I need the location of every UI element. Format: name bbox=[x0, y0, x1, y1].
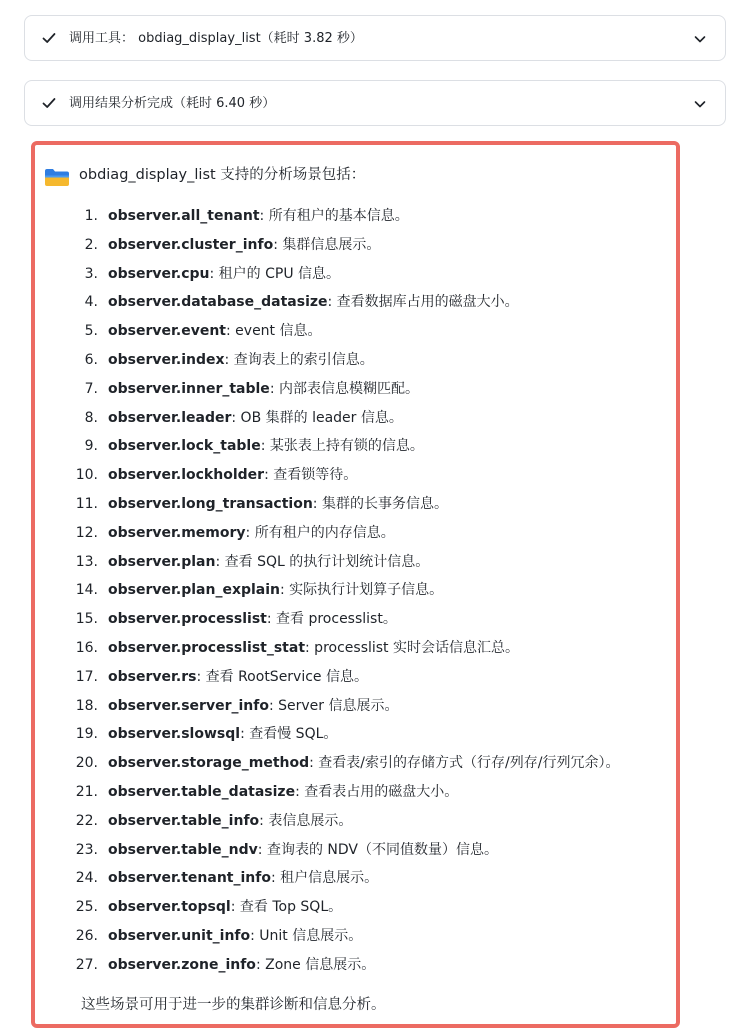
list-item-content bbox=[108, 490, 448, 519]
list-item bbox=[35, 231, 676, 260]
answer-footer: 这些场景可用于进一步的集群诊断和信息分析。 bbox=[81, 997, 386, 1013]
list-item-number: 18. bbox=[75, 697, 98, 714]
list-item-number: 12. bbox=[75, 524, 98, 541]
list-item-number: 17. bbox=[75, 668, 98, 685]
scenario-description: : 内部表信息模糊匹配。 bbox=[269, 380, 419, 397]
scenario-description: : 查看 processlist。 bbox=[266, 611, 397, 628]
list-item bbox=[35, 490, 676, 519]
chevron-down-icon[interactable] bbox=[693, 32, 707, 46]
scenario-name: observer.table_datasize bbox=[108, 783, 296, 800]
chevron-down-icon[interactable] bbox=[693, 97, 707, 111]
scenario-name: observer.table_ndv bbox=[108, 841, 258, 858]
tool-call-title: 调用工具： obdiag_display_list（耗时 3.82 秒） bbox=[69, 31, 363, 46]
list-item-number: 2. bbox=[84, 236, 98, 253]
scenario-name: observer.cpu bbox=[108, 265, 210, 282]
list-item bbox=[35, 893, 676, 922]
list-item-number: 1. bbox=[84, 208, 98, 224]
list-item-content bbox=[108, 864, 378, 893]
list-item bbox=[35, 346, 676, 375]
scenario-name: observer.table_info bbox=[108, 812, 260, 829]
list-item-number: 15. bbox=[75, 611, 98, 628]
list-item-number: 6. bbox=[84, 351, 98, 368]
scenario-name: observer.lock_table bbox=[108, 438, 261, 455]
scenario-name: observer.zone_info bbox=[108, 956, 256, 973]
scenario-description: : 查看 SQL 的执行计划统计信息。 bbox=[215, 553, 430, 570]
list-item bbox=[35, 634, 676, 663]
scenario-name: observer.lockholder bbox=[108, 467, 265, 484]
scenario-name: observer.storage_method bbox=[108, 755, 310, 772]
tool-call-card[interactable] bbox=[24, 15, 726, 61]
scenario-description: : 表信息展示。 bbox=[259, 812, 353, 829]
list-item bbox=[35, 720, 676, 749]
list-item-content bbox=[108, 202, 409, 231]
list-item-content bbox=[108, 404, 403, 433]
list-item bbox=[35, 778, 676, 807]
check-icon bbox=[41, 30, 57, 46]
list-item-content bbox=[108, 807, 352, 836]
list-item bbox=[35, 663, 676, 692]
list-item bbox=[35, 404, 676, 433]
list-item-content bbox=[108, 951, 375, 980]
scenario-description: : 某张表上持有锁的信息。 bbox=[260, 438, 424, 455]
list-item-content bbox=[108, 720, 337, 749]
scenario-list bbox=[35, 202, 676, 980]
list-item-number: 25. bbox=[75, 899, 98, 916]
scenario-name: observer.unit_info bbox=[108, 927, 251, 944]
list-item bbox=[35, 375, 676, 404]
list-item-content bbox=[108, 231, 380, 260]
scenario-name: observer.cluster_info bbox=[108, 236, 274, 253]
list-item-content bbox=[108, 778, 458, 807]
list-item bbox=[35, 749, 676, 778]
scenario-description: : 查看表/索引的存储方式（行存/列存/行列冗余）。 bbox=[309, 755, 620, 772]
list-item-content bbox=[108, 634, 519, 663]
scenario-description: : Unit 信息展示。 bbox=[250, 927, 363, 944]
scenario-name: observer.rs bbox=[108, 668, 197, 685]
scenario-name: observer.all_tenant bbox=[108, 208, 260, 224]
scenario-name: observer.processlist_stat bbox=[108, 639, 306, 656]
list-item-content bbox=[108, 836, 498, 865]
scenario-description: : Server 信息展示。 bbox=[268, 697, 399, 714]
list-item-number: 23. bbox=[75, 841, 98, 858]
list-item-number: 3. bbox=[84, 265, 98, 282]
list-item bbox=[35, 260, 676, 289]
list-item-content bbox=[108, 893, 342, 922]
scenario-name: observer.inner_table bbox=[108, 380, 270, 397]
list-item-number: 5. bbox=[84, 323, 98, 340]
scenario-name: observer.database_datasize bbox=[108, 294, 328, 311]
list-item-number: 24. bbox=[75, 870, 98, 887]
scenario-description: : 实际执行计划算子信息。 bbox=[280, 582, 444, 599]
list-item bbox=[35, 202, 676, 231]
list-item bbox=[35, 951, 676, 980]
list-item-content bbox=[108, 346, 374, 375]
scenario-name: observer.leader bbox=[108, 409, 232, 426]
list-item-number: 10. bbox=[75, 467, 98, 484]
list-item-content bbox=[108, 317, 322, 346]
scenario-description: : 所有租户的基本信息。 bbox=[259, 208, 409, 224]
list-item-content bbox=[108, 576, 443, 605]
list-item-number: 11. bbox=[75, 495, 98, 512]
scenario-name: observer.plan_explain bbox=[108, 582, 281, 599]
list-item bbox=[35, 288, 676, 317]
list-item-content bbox=[108, 548, 429, 577]
list-item-number: 4. bbox=[84, 294, 98, 311]
scenario-description: : 集群信息展示。 bbox=[273, 236, 381, 253]
list-item-content bbox=[108, 605, 397, 634]
list-item-content bbox=[108, 288, 519, 317]
scenario-name: observer.slowsql bbox=[108, 726, 241, 743]
scenario-description: : 查看 RootService 信息。 bbox=[196, 668, 368, 685]
scenario-name: observer.index bbox=[108, 351, 225, 368]
list-item-number: 20. bbox=[75, 755, 98, 772]
list-item-content bbox=[108, 260, 340, 289]
list-item bbox=[35, 922, 676, 951]
list-item-number: 14. bbox=[75, 582, 98, 599]
list-item-number: 26. bbox=[75, 927, 98, 944]
list-item-content bbox=[108, 461, 357, 490]
analysis-result-card[interactable] bbox=[24, 80, 726, 126]
list-item bbox=[35, 548, 676, 577]
scenario-description: : 查看慢 SQL。 bbox=[240, 726, 338, 743]
list-item-number: 13. bbox=[75, 553, 98, 570]
list-item bbox=[35, 807, 676, 836]
list-item bbox=[35, 836, 676, 865]
list-item-content bbox=[108, 692, 398, 721]
answer-message bbox=[31, 141, 680, 1028]
scenario-description: : 租户信息展示。 bbox=[270, 870, 379, 887]
scenario-description: : OB 集群的 leader 信息。 bbox=[231, 409, 403, 426]
scenario-name: observer.memory bbox=[108, 524, 246, 541]
scenario-name: observer.plan bbox=[108, 553, 216, 570]
scenario-description: : event 信息。 bbox=[226, 323, 322, 340]
scenario-name: observer.long_transaction bbox=[108, 495, 313, 512]
list-item-number: 27. bbox=[75, 956, 98, 973]
list-item bbox=[35, 605, 676, 634]
list-item-content bbox=[108, 519, 395, 548]
scenario-description: : 查询表的 NDV（不同值数量）信息。 bbox=[257, 841, 498, 858]
scenario-description: : 查看数据库占用的磁盘大小。 bbox=[327, 294, 519, 311]
scenario-description: : Zone 信息展示。 bbox=[255, 956, 376, 973]
list-item bbox=[35, 864, 676, 893]
list-item-number: 16. bbox=[75, 639, 98, 656]
list-item bbox=[35, 317, 676, 346]
check-icon bbox=[41, 95, 57, 111]
list-item-number: 21. bbox=[75, 783, 98, 800]
scenario-description: : 所有租户的内存信息。 bbox=[245, 524, 395, 541]
list-item bbox=[35, 432, 676, 461]
scenario-description: : 查看锁等待。 bbox=[264, 467, 358, 484]
list-item-number: 22. bbox=[75, 812, 98, 829]
list-item-content bbox=[108, 432, 424, 461]
list-item bbox=[35, 692, 676, 721]
analysis-result-title: 调用结果分析完成（耗时 6.40 秒） bbox=[69, 96, 276, 111]
scenario-name: observer.processlist bbox=[108, 611, 267, 628]
list-item bbox=[35, 576, 676, 605]
scenario-description: : processlist 实时会话信息汇总。 bbox=[305, 639, 519, 656]
answer-intro: obdiag_display_list 支持的分析场景包括： bbox=[79, 167, 366, 183]
scenario-name: observer.event bbox=[108, 323, 226, 340]
list-item bbox=[35, 519, 676, 548]
list-item-number: 7. bbox=[84, 380, 98, 397]
scenario-description: : 查询表上的索引信息。 bbox=[224, 351, 374, 368]
list-item-number: 8. bbox=[84, 409, 98, 426]
scenario-name: observer.server_info bbox=[108, 697, 269, 714]
list-item-content bbox=[108, 922, 362, 951]
list-item bbox=[35, 461, 676, 490]
list-item-content bbox=[108, 375, 419, 404]
scenario-name: observer.tenant_info bbox=[108, 870, 271, 887]
scenario-description: : 查看 Top SQL。 bbox=[230, 899, 343, 916]
list-item-number: 19. bbox=[75, 726, 98, 743]
scenario-description: : 集群的长事务信息。 bbox=[312, 495, 448, 512]
list-item-content bbox=[108, 663, 368, 692]
scenario-description: : 租户的 CPU 信息。 bbox=[209, 265, 341, 282]
scenario-description: : 查看表占用的磁盘大小。 bbox=[295, 783, 459, 800]
list-item-content bbox=[108, 749, 619, 778]
scenario-name: observer.topsql bbox=[108, 899, 231, 916]
folder-icon bbox=[44, 167, 70, 187]
list-item-number: 9. bbox=[84, 438, 98, 455]
